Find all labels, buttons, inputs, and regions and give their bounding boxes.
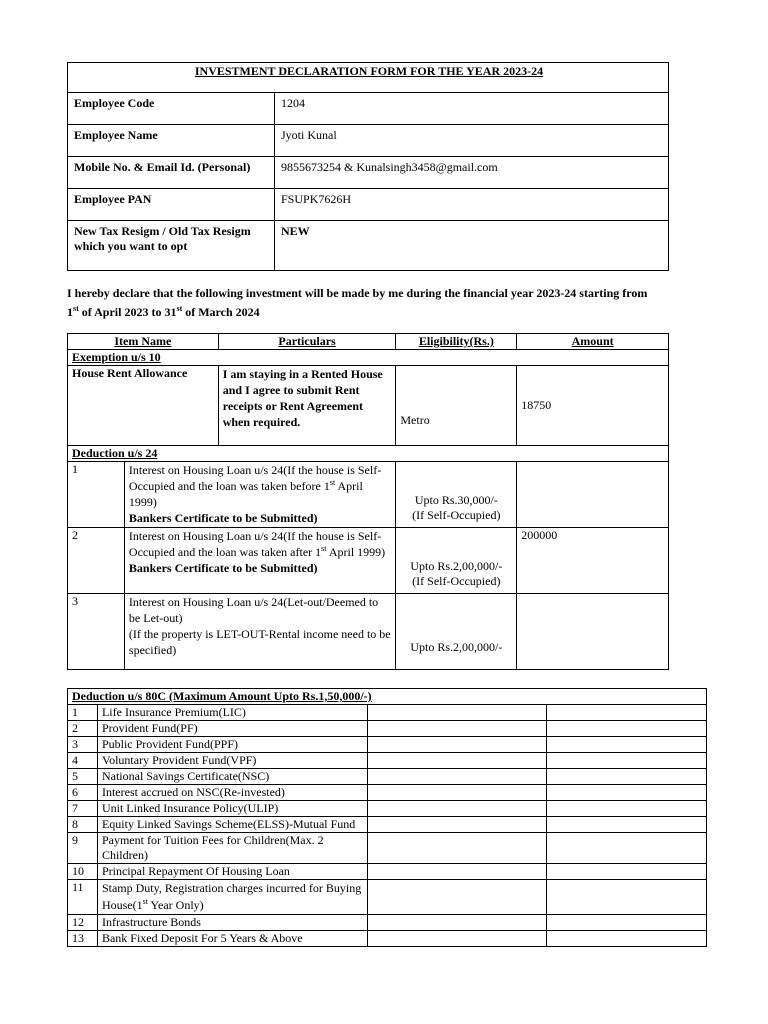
row-eligibility xyxy=(367,915,547,931)
pan-value: FSUPK7626H xyxy=(275,189,669,221)
row-item-name: Voluntary Provident Fund(VPF) xyxy=(97,753,367,769)
table-row xyxy=(68,915,707,931)
row-eligibility xyxy=(367,833,547,864)
exemption-deduction-table xyxy=(67,333,669,670)
row-eligibility xyxy=(367,721,547,737)
contact-value: 9855673254 & Kunalsingh3458@gmail.com xyxy=(275,157,669,189)
row-number: 5 xyxy=(68,769,98,785)
hra-item: House Rent Allowance xyxy=(68,366,219,446)
deduction80c-title: Deduction u/s 80C (Maximum Amount Upto Rs.1,50,000/-) xyxy=(68,689,707,705)
row-amount xyxy=(547,801,707,817)
row-number: 10 xyxy=(68,864,98,880)
table-row xyxy=(68,769,707,785)
table-row xyxy=(68,801,707,817)
header-amount: Amount xyxy=(517,334,669,350)
row-number: 12 xyxy=(68,915,98,931)
row-amount xyxy=(547,833,707,864)
row-item-name: Payment for Tuition Fees for Children(Max. 2 Children) xyxy=(97,833,367,864)
declaration-line-1: I hereby declare that the following investment will be made by me during the financial year 2023-24 starting from xyxy=(67,286,648,300)
header-particulars: Particulars xyxy=(218,334,396,350)
hra-particulars: I am staying in a Rented House and I agree to submit Rent receipts or Rent Agreement when required. xyxy=(218,366,396,446)
table-row xyxy=(68,705,707,721)
row-amount xyxy=(517,462,669,528)
row-item-name: Bank Fixed Deposit For 5 Years & Above xyxy=(97,931,367,947)
row-amount xyxy=(547,817,707,833)
form-title: INVESTMENT DECLARATION FORM FOR THE YEAR 2023-24 xyxy=(68,63,669,93)
deduction-80c-table xyxy=(67,688,707,947)
pan-label: Employee PAN xyxy=(68,189,275,221)
row-amount xyxy=(547,705,707,721)
row-amount xyxy=(547,880,707,915)
row-number: 3 xyxy=(68,594,125,670)
tax-regime-value: NEW xyxy=(275,221,669,271)
row-eligibility xyxy=(367,705,547,721)
row-number: 1 xyxy=(68,705,98,721)
table-row xyxy=(68,864,707,880)
row-item-name: National Savings Certificate(NSC) xyxy=(97,769,367,785)
table-row xyxy=(68,721,707,737)
row-number: 1 xyxy=(68,462,125,528)
row-eligibility xyxy=(367,801,547,817)
header-item-name: Item Name xyxy=(68,334,219,350)
row-amount xyxy=(547,721,707,737)
row-number: 9 xyxy=(68,833,98,864)
employee-name-label: Employee Name xyxy=(68,125,275,157)
row-amount xyxy=(547,864,707,880)
row-eligibility xyxy=(367,737,547,753)
row-number: 2 xyxy=(68,721,98,737)
row-number: 6 xyxy=(68,785,98,801)
employee-name-value: Jyoti Kunal xyxy=(275,125,669,157)
declaration-line-2: 1st of April 2023 to 31st of March 2024 xyxy=(67,304,260,319)
row-particulars: Interest on Housing Loan u/s 24(If the house is Self-Occupied and the loan was taken before 1st April 1999) Bankers Certificate to be Submitted) xyxy=(124,462,395,528)
row-item-name: Infrastructure Bonds xyxy=(97,915,367,931)
employee-code-value: 1204 xyxy=(275,93,669,125)
row-number: 4 xyxy=(68,753,98,769)
row-eligibility: Upto Rs.2,00,000/- xyxy=(396,594,517,670)
table-row xyxy=(68,880,707,915)
hra-amount: 18750 xyxy=(517,366,669,446)
table-row xyxy=(68,817,707,833)
row-amount xyxy=(517,594,669,670)
table-row xyxy=(68,931,707,947)
row-number: 2 xyxy=(68,528,125,594)
row-eligibility xyxy=(367,785,547,801)
row-amount: 200000 xyxy=(517,528,669,594)
row-item-name: Stamp Duty, Registration charges incurred for Buying House(1st Year Only) xyxy=(97,880,367,915)
employee-details-table xyxy=(67,62,669,271)
table-row xyxy=(68,462,669,528)
row-eligibility xyxy=(367,864,547,880)
table-row xyxy=(68,594,669,670)
row-amount xyxy=(547,915,707,931)
row-item-name: Principal Repayment Of Housing Loan xyxy=(97,864,367,880)
declaration-text xyxy=(67,284,687,322)
tax-regime-label: New Tax Resigm / Old Tax Resigm which you want to opt xyxy=(68,221,275,271)
row-item-name: Equity Linked Savings Scheme(ELSS)-Mutual Fund xyxy=(97,817,367,833)
row-eligibility: Upto Rs.2,00,000/- (If Self-Occupied) xyxy=(396,528,517,594)
table-row xyxy=(68,753,707,769)
row-eligibility xyxy=(367,931,547,947)
table-row xyxy=(68,785,707,801)
row-number: 3 xyxy=(68,737,98,753)
row-amount xyxy=(547,753,707,769)
row-item-name: Unit Linked Insurance Policy(ULIP) xyxy=(97,801,367,817)
row-number: 11 xyxy=(68,880,98,915)
row-item-name: Life Insurance Premium(LIC) xyxy=(97,705,367,721)
header-eligibility: Eligibility(Rs.) xyxy=(396,334,517,350)
employee-code-label: Employee Code xyxy=(68,93,275,125)
exemption-section-title: Exemption u/s 10 xyxy=(68,350,669,366)
table-row xyxy=(68,737,707,753)
row-amount xyxy=(547,785,707,801)
row-eligibility xyxy=(367,753,547,769)
row-particulars: Interest on Housing Loan u/s 24(Let-out/Deemed to be Let-out) (If the property is LET-OUT-Rental income need to be specified) xyxy=(124,594,395,670)
table-row xyxy=(68,528,669,594)
row-number: 7 xyxy=(68,801,98,817)
row-number: 13 xyxy=(68,931,98,947)
row-item-name: Public Provident Fund(PPF) xyxy=(97,737,367,753)
deduction24-section-title: Deduction u/s 24 xyxy=(68,446,669,462)
row-eligibility xyxy=(367,817,547,833)
hra-eligibility: Metro xyxy=(396,366,517,446)
contact-label: Mobile No. & Email Id. (Personal) xyxy=(68,157,275,189)
row-particulars: Interest on Housing Loan u/s 24(If the house is Self-Occupied and the loan was taken after 1st April 1999) Bankers Certificate to be Submitted) xyxy=(124,528,395,594)
row-amount xyxy=(547,931,707,947)
row-number: 8 xyxy=(68,817,98,833)
row-amount xyxy=(547,769,707,785)
row-item-name: Interest accrued on NSC(Re-invested) xyxy=(97,785,367,801)
table-row xyxy=(68,833,707,864)
row-item-name: Provident Fund(PF) xyxy=(97,721,367,737)
row-eligibility: Upto Rs.30,000/- (If Self-Occupied) xyxy=(396,462,517,528)
row-amount xyxy=(547,737,707,753)
row-eligibility xyxy=(367,769,547,785)
row-eligibility xyxy=(367,880,547,915)
